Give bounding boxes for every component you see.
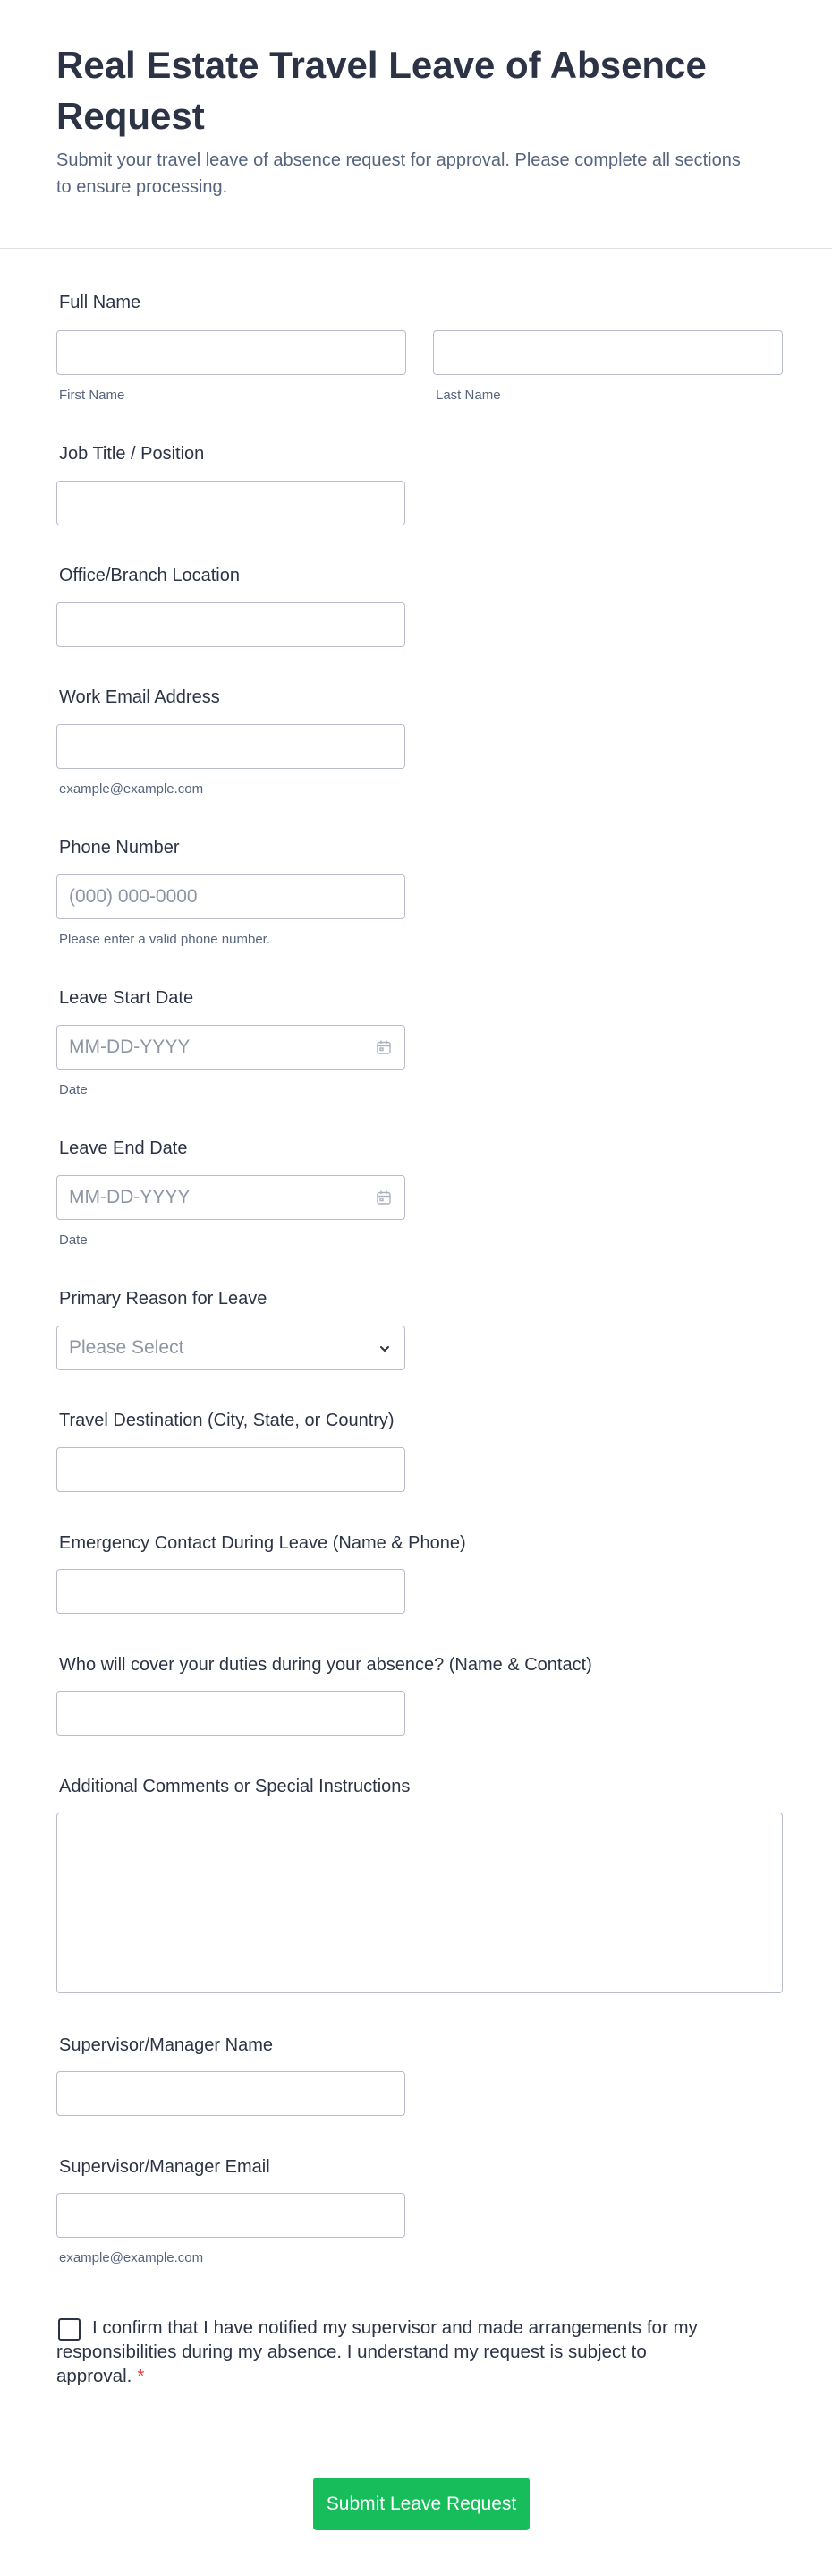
start-date-input[interactable] xyxy=(56,1025,405,1070)
first-name-sublabel: First Name xyxy=(59,388,125,403)
comments-label: Additional Comments or Special Instructions xyxy=(59,1777,411,1796)
phone-label: Phone Number xyxy=(59,838,180,857)
reason-selected-value: Please Select xyxy=(69,1337,184,1358)
supervisor-name-input[interactable] xyxy=(56,2071,405,2116)
office-location-input[interactable] xyxy=(56,602,405,647)
coverage-label: Who will cover your duties during your absence? (Name & Contact) xyxy=(59,1655,592,1675)
phone-sublabel: Please enter a valid phone number. xyxy=(59,932,270,947)
work-email-label: Work Email Address xyxy=(59,687,220,707)
chevron-down-icon xyxy=(376,1340,394,1358)
emergency-contact-input[interactable] xyxy=(56,1569,405,1614)
work-email-input[interactable] xyxy=(56,724,405,769)
last-name-input[interactable] xyxy=(433,330,783,375)
destination-label: Travel Destination (City, State, or Country) xyxy=(59,1411,395,1430)
start-date-label: Leave Start Date xyxy=(59,988,194,1008)
last-name-sublabel: Last Name xyxy=(436,388,501,403)
reason-select[interactable] xyxy=(56,1326,405,1370)
end-date-placeholder: MM-DD-YYYY xyxy=(69,1187,191,1207)
full-name-label: Full Name xyxy=(59,293,141,312)
destination-input[interactable] xyxy=(56,1447,405,1492)
consent-statement xyxy=(56,2316,718,2388)
page-title: Real Estate Travel Leave of Absence Request xyxy=(56,44,707,137)
supervisor-email-sublabel: example@example.com xyxy=(59,2250,204,2265)
emergency-contact-label: Emergency Contact During Leave (Name & Phone) xyxy=(59,1533,466,1553)
end-date-sublabel: Date xyxy=(59,1233,88,1248)
first-name-input[interactable] xyxy=(56,330,406,375)
supervisor-email-input[interactable] xyxy=(56,2193,405,2238)
form-header xyxy=(0,0,832,249)
supervisor-email-label: Supervisor/Manager Email xyxy=(59,2157,270,2177)
end-date-label: Leave End Date xyxy=(59,1139,188,1158)
comments-textarea[interactable] xyxy=(56,1813,783,1993)
calendar-icon[interactable] xyxy=(376,1039,392,1055)
calendar-icon[interactable] xyxy=(376,1190,392,1206)
office-location-label: Office/Branch Location xyxy=(59,566,240,585)
phone-input[interactable] xyxy=(56,874,405,919)
coverage-input[interactable] xyxy=(56,1691,405,1736)
required-asterisk: * xyxy=(137,2366,145,2386)
submit-button[interactable]: Submit Leave Request xyxy=(313,2478,530,2530)
end-date-input[interactable] xyxy=(56,1175,405,1220)
supervisor-name-label: Supervisor/Manager Name xyxy=(59,2035,273,2055)
work-email-sublabel: example@example.com xyxy=(59,781,204,797)
job-title-label: Job Title / Position xyxy=(59,444,205,464)
reason-label: Primary Reason for Leave xyxy=(59,1289,267,1309)
start-date-sublabel: Date xyxy=(59,1082,88,1097)
phone-placeholder: (000) 000-0000 xyxy=(69,886,198,907)
page-subtitle: Submit your travel leave of absence request for approval. Please complete all sections to ensure processing. xyxy=(56,150,741,197)
job-title-input[interactable] xyxy=(56,481,405,525)
start-date-placeholder: MM-DD-YYYY xyxy=(69,1036,191,1057)
consent-text: I confirm that I have notified my supervisor and made arrangements for my responsibilities during my absence. I understand my request is subject to approval. xyxy=(56,2317,698,2386)
